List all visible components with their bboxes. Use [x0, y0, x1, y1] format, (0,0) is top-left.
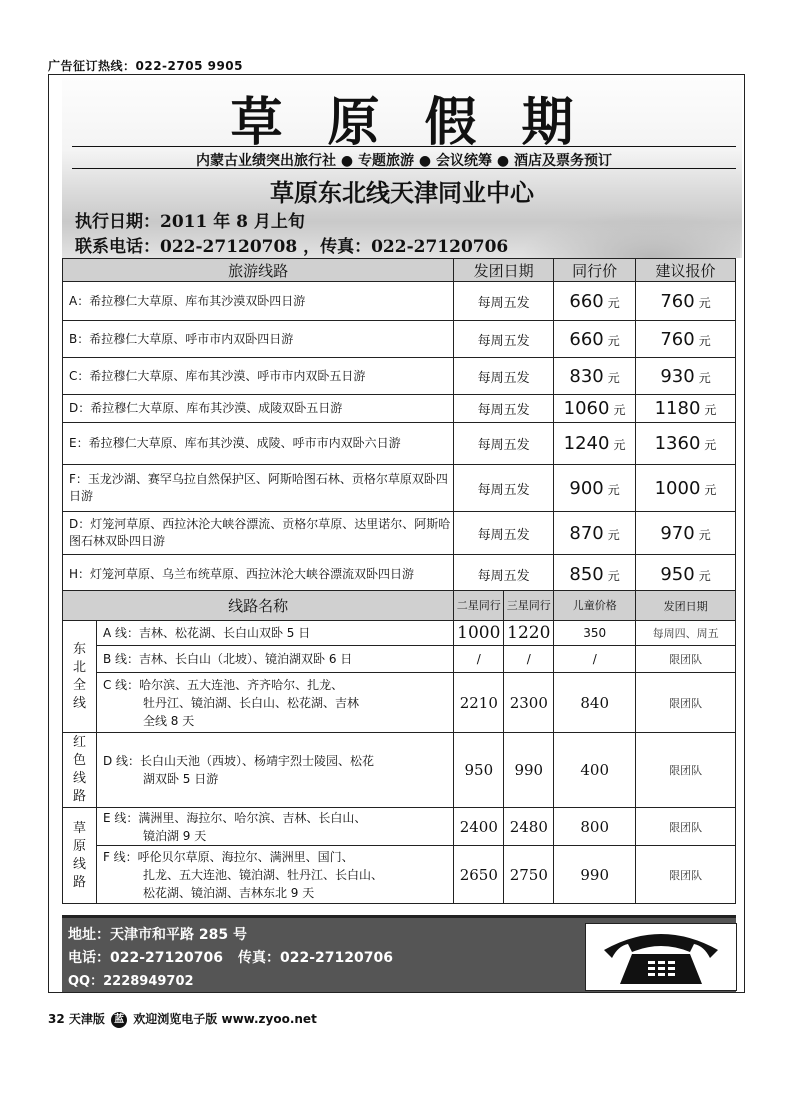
footer-qq: QQ：2228949702: [68, 974, 194, 989]
depart-date: 限团队: [636, 646, 736, 673]
table-row: [63, 358, 736, 395]
two-star-price: 950: [454, 733, 504, 808]
depart-date: 每周五发: [454, 423, 554, 465]
header-route: 旅游线路: [63, 259, 454, 282]
line-name: F 线：呼伦贝尔草原、海拉尔、满洲里、国门、 扎龙、五大连池、镜泊湖、牡丹江、长白山、 松花湖、镜泊湖、吉林东北 9 天: [96, 846, 453, 904]
route-name: C：希拉穆仁大草原、库布其沙漠、呼市市内双卧五日游: [63, 358, 454, 395]
two-star-price: 2400: [454, 808, 504, 846]
peer-price: 1240 元: [554, 423, 636, 465]
site-url[interactable]: www.zyoo.net: [221, 1012, 317, 1026]
tagline-item: 酒店及票务预订: [513, 153, 612, 169]
peer-price: 900 元: [554, 465, 636, 512]
page-title: 草原假期: [230, 92, 619, 153]
line-name: D 线：长白山天池（西坡）、杨靖宇烈士陵园、松花 湖双卧 5 日游: [96, 733, 453, 808]
child-price: 350: [554, 621, 636, 646]
depart-date: 每周五发: [454, 512, 554, 555]
child-price: 840: [554, 673, 636, 733]
table-row: [63, 423, 736, 465]
group-northeast: 东北全线: [63, 621, 97, 733]
table-row: [63, 808, 736, 846]
bullet-icon: ●: [496, 153, 514, 169]
table-row: [63, 673, 736, 733]
northeast-line-table: [62, 590, 736, 904]
table-row: [63, 646, 736, 673]
page-footer-line: [48, 1010, 317, 1028]
depart-date: 每周四、周五: [636, 621, 736, 646]
tagline-item: 专题旅游: [358, 153, 415, 169]
suggest-price: 1000 元: [636, 465, 736, 512]
depart-date: 限团队: [636, 673, 736, 733]
header-depart-date: 发团日期: [636, 591, 736, 621]
group-grassland: 草原线路: [63, 808, 97, 904]
suggest-price: 1180 元: [636, 395, 736, 423]
peer-price: 1060 元: [554, 395, 636, 423]
table-row: [63, 621, 736, 646]
divider: [72, 168, 736, 169]
depart-date: 限团队: [636, 733, 736, 808]
table-row: [63, 321, 736, 358]
header-child-price: 儿童价格: [554, 591, 636, 621]
three-star-price: 990: [504, 733, 554, 808]
bullet-icon: ●: [340, 153, 359, 169]
divider: [72, 146, 736, 147]
peer-price: 830 元: [554, 358, 636, 395]
peer-price: 660 元: [554, 282, 636, 321]
table-row: [63, 733, 736, 808]
two-star-price: 2210: [454, 673, 504, 733]
child-price: 990: [554, 846, 636, 904]
table-row: [63, 465, 736, 512]
suggest-price: 930 元: [636, 358, 736, 395]
suggest-price: 760 元: [636, 321, 736, 358]
line-name: A 线：吉林、松花湖、长白山双卧 5 日: [96, 621, 453, 646]
header-suggest-price: 建议报价: [636, 259, 736, 282]
three-star-price: 2300: [504, 673, 554, 733]
depart-date: 限团队: [636, 808, 736, 846]
bullet-icon: ●: [418, 153, 436, 169]
tagline: [72, 150, 736, 170]
suggest-price: 760 元: [636, 282, 736, 321]
line-name: B 线：吉林、长白山（北坡）、镜泊湖双卧 6 日: [96, 646, 453, 673]
footer-address: 地址：天津市和平路 285 号: [68, 927, 247, 943]
route-name: H：灯笼河草原、乌兰布统草原、西拉沐沦大峡谷漂流双卧四日游: [63, 555, 454, 594]
route-name: D：希拉穆仁大草原、库布其沙漠、成陵双卧五日游: [63, 395, 454, 423]
two-star-price: 1000: [454, 621, 504, 646]
three-star-price: 1220: [504, 621, 554, 646]
table-row: [63, 555, 736, 594]
two-star-price: /: [454, 646, 504, 673]
phone-icon-box: [585, 923, 737, 991]
tagline-item: 会议统筹: [435, 153, 492, 169]
table-row: [63, 512, 736, 555]
footer-fax: 传真：022-27120706: [238, 950, 393, 966]
three-star-price: 2480: [504, 808, 554, 846]
header-peer-price: 同行价: [554, 259, 636, 282]
peer-price: 870 元: [554, 512, 636, 555]
header-three-star: 三星同行: [504, 591, 554, 621]
route-name: F：玉龙沙湖、赛罕乌拉自然保护区、阿斯哈图石林、贡格尔草原双卧四日游: [63, 465, 454, 512]
depart-date: 每周五发: [454, 555, 554, 594]
ad-hotline: 广告征订热线：022-2705 9905: [48, 59, 244, 73]
edition-badge-icon: 蓝: [111, 1012, 127, 1028]
depart-date: 每周五发: [454, 321, 554, 358]
route-name: A：希拉穆仁大草原、库布其沙漠双卧四日游: [63, 282, 454, 321]
telephone-icon: [586, 924, 736, 990]
three-star-price: 2750: [504, 846, 554, 904]
two-star-price: 2650: [454, 846, 504, 904]
depart-date: 每周五发: [454, 358, 554, 395]
child-price: 800: [554, 808, 636, 846]
edition-label: 天津版: [68, 1012, 105, 1026]
route-name: E：希拉穆仁大草原、库布其沙漠、成陵、呼市市内双卧六日游: [63, 423, 454, 465]
route-name: B：希拉穆仁大草原、呼市市内双卧四日游: [63, 321, 454, 358]
peer-price: 660 元: [554, 321, 636, 358]
line-name: C 线：哈尔滨、五大连池、齐齐哈尔、扎龙、 牡丹江、镜泊湖、长白山、松花湖、吉林 全线 8 天: [96, 673, 453, 733]
center-title: 草原东北线天津同业中心: [270, 179, 534, 207]
line-name: E 线：满洲里、海拉尔、哈尔滨、吉林、长白山、 镜泊湖 9 天: [96, 808, 453, 846]
depart-date: 每周五发: [454, 395, 554, 423]
header-date: 发团日期: [454, 259, 554, 282]
suggest-price: 950 元: [636, 555, 736, 594]
group-red: 红色线路: [63, 733, 97, 808]
route-name: D：灯笼河草原、西拉沐沦大峡谷漂流、贡格尔草原、达里诺尔、阿斯哈图石林双卧四日游: [63, 512, 454, 555]
child-price: 400: [554, 733, 636, 808]
table-row: [63, 282, 736, 321]
depart-date: 限团队: [636, 846, 736, 904]
welcome-text: 欢迎浏览电子版: [133, 1012, 218, 1026]
header-line-name: 线路名称: [63, 591, 454, 621]
table-row: [63, 395, 736, 423]
table-row: [63, 846, 736, 904]
suggest-price: 1360 元: [636, 423, 736, 465]
peer-price: 850 元: [554, 555, 636, 594]
contact-line: 联系电话：022-27120708 ，传真：022-27120706: [75, 237, 509, 257]
footer-phone: 电话：022-27120706: [68, 950, 223, 966]
suggest-price: 970 元: [636, 512, 736, 555]
depart-date: 每周五发: [454, 282, 554, 321]
tagline-item: 内蒙古业绩突出旅行社: [196, 153, 337, 169]
exec-date: 执行日期：2011 年 8 月上旬: [75, 212, 305, 232]
child-price: /: [554, 646, 636, 673]
depart-date: 每周五发: [454, 465, 554, 512]
route-price-table: [62, 258, 736, 594]
three-star-price: /: [504, 646, 554, 673]
header-two-star: 二星同行: [454, 591, 504, 621]
page-number: 32: [48, 1012, 65, 1026]
landscape-decoration: [520, 210, 740, 258]
